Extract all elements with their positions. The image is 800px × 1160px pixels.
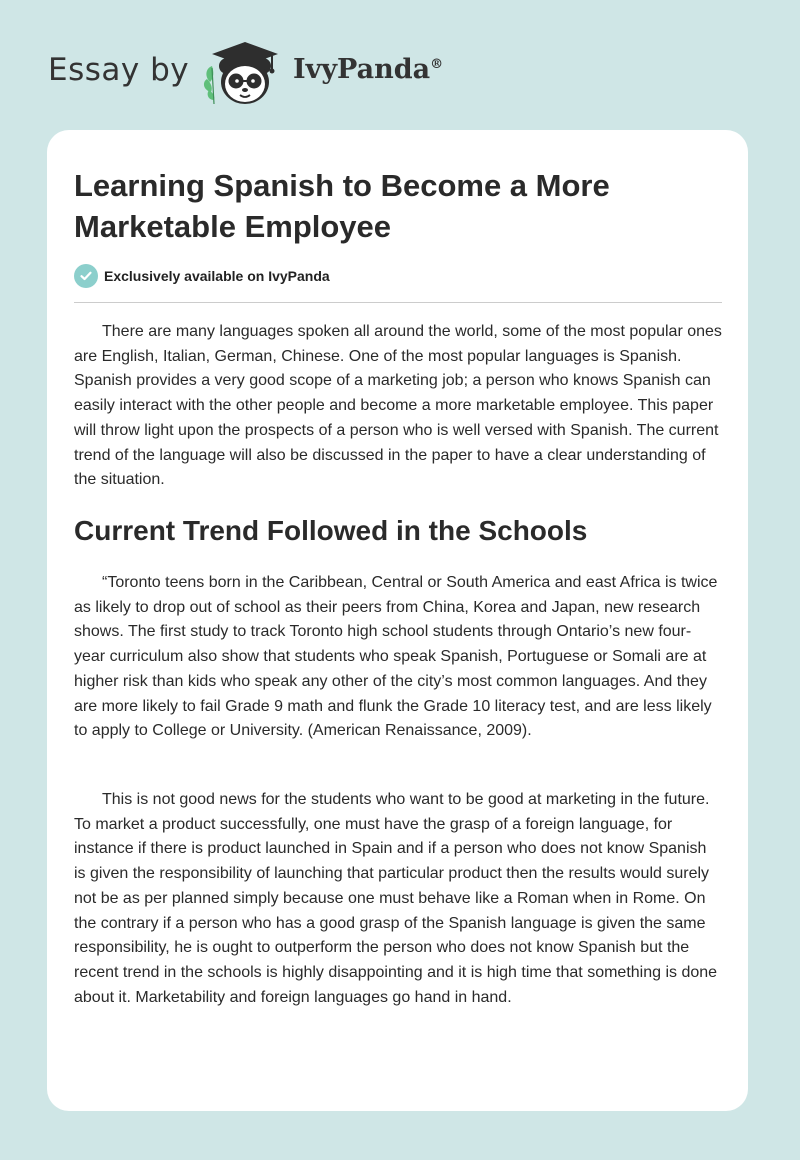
check-icon xyxy=(74,264,98,288)
quote-paragraph: “Toronto teens born in the Caribbean, Central or South America and east Africa is twice as likely to drop out of school as their peers from China, Korea and Japan, new research shows. The first study to track Toronto high school students through Ontario’s new four-year curriculum also show that students who speak Spanish, Portuguese or Somali are at higher risk than kids who speak any other of the city’s most common languages. And they are more likely to fail Grade 9 math and flunk the Grade 10 literacy test, and are less likely to apply to College or University. (American Renaissance, 2009). xyxy=(74,574,718,740)
brand-text: IvyPanda xyxy=(293,54,431,85)
site-header xyxy=(0,0,800,130)
ivypanda-brand-name[interactable] xyxy=(293,54,443,85)
essay-card xyxy=(47,130,748,1111)
page-title: Learning Spanish to Become a More Marketable Employee xyxy=(74,168,610,244)
leaf-icon xyxy=(204,66,214,104)
panda-graduate-logo[interactable] xyxy=(200,38,290,110)
essay-by-label: Essay by xyxy=(48,52,190,88)
divider xyxy=(74,302,722,303)
body-paragraph: This is not good news for the students who want to be good at marketing in the future. To market a product successfully, one must have the grasp of a foreign language, for instance if there is product launched in Spain and if a person who does not know Spanish is given the responsibility of launching that particular product then the results would surely not be as per planned simply because one must behave like a Roman when in Rome. On the contrary if a person who has a good grasp of the Spanish language is given the same responsibility, he is ought to outperform the person who does not know Spanish but the recent trend in the schools is highly disappointing and it is high time that something is done about it. Marketability and foreign languages go hand in hand. xyxy=(74,791,718,1006)
section-heading: Current Trend Followed in the Schools xyxy=(74,515,588,546)
intro-paragraph: There are many languages spoken all around the world, some of the most popular ones are English, Italian, German, Chinese. One of the most popular languages is Spanish. Spanish provides a very good scope of a marketing job; a person who knows Spanish can easily interact with the other people and become a more marketable employee. This paper will throw light upon the prospects of a person who is well versed with Spanish. The current trend of the language will also be discussed in the paper to have a clear understanding of the situation. xyxy=(74,323,722,489)
exclusive-label: Exclusively available on IvyPanda xyxy=(104,268,330,284)
registered-mark: ® xyxy=(430,57,444,72)
exclusive-notice xyxy=(74,263,330,289)
